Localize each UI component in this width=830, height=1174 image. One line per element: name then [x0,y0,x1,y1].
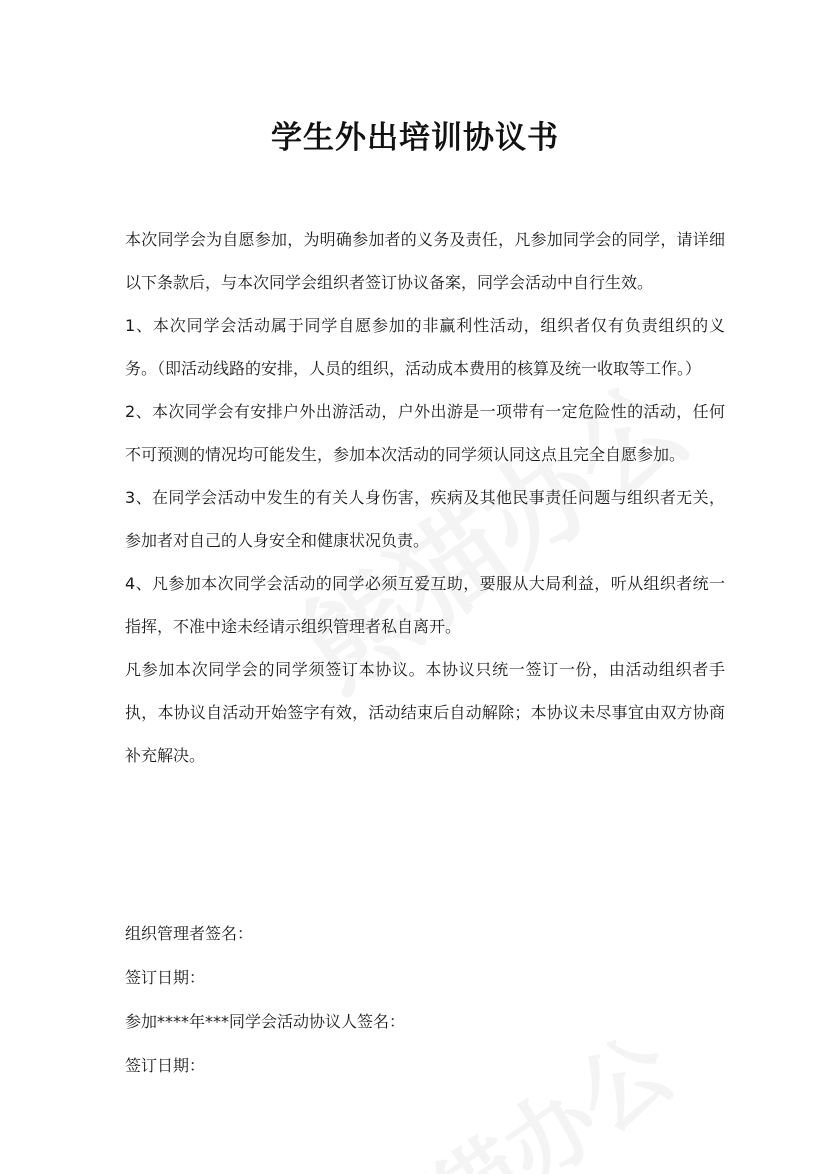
clause-3: 3、在同学会活动中发生的有关人身伤害，疾病及其他民事责任问题与组织者无关，参加者对自己的人身安全和健康状况负责。 [125,488,725,550]
participant-date-label: 签订日期： [125,1056,206,1075]
intro-paragraph: 本次同学会为自愿参加，为明确参加者的义务及责任，凡参加同学会的同学，请详细以下条款后，与本次同学会组织者签订协议备案，同学会活动中自行生效。 [125,230,725,292]
signature-section [125,912,725,1088]
organizer-date-label: 签订日期： [125,968,206,987]
closing-paragraph: 凡参加本次同学会的同学须签订本协议。本协议只统一签订一份，由活动组织者手执，本协议自活动开始签字有效，活动结束后自动解除；本协议未尽事宜由双方协商补充解决。 [125,660,725,765]
participant-signature-label: 参加****年***同学会活动协议人签名： [125,1012,406,1031]
agreement-body [125,218,725,777]
organizer-signature-label: 组织管理者签名： [125,924,254,943]
page-title: 学生外出培训协议书 [271,120,559,156]
clause-2: 2、本次同学会有安排户外出游活动，户外出游是一项带有一定危险性的活动，任何不可预测的情况均可能发生，参加本次活动的同学须认同这点且完全自愿参加。 [125,402,725,464]
clause-4: 4、凡参加本次同学会活动的同学必须互爱互助，要服从大局利益，听从组织者统一指挥，不准中途未经请示组织管理者私自离开。 [125,574,725,636]
clause-1: 1、本次同学会活动属于同学自愿参加的非赢利性活动，组织者仅有负责组织的义务。（即活动线路的安排，人员的组织，活动成本费用的核算及统一收取等工作。） [125,316,725,378]
